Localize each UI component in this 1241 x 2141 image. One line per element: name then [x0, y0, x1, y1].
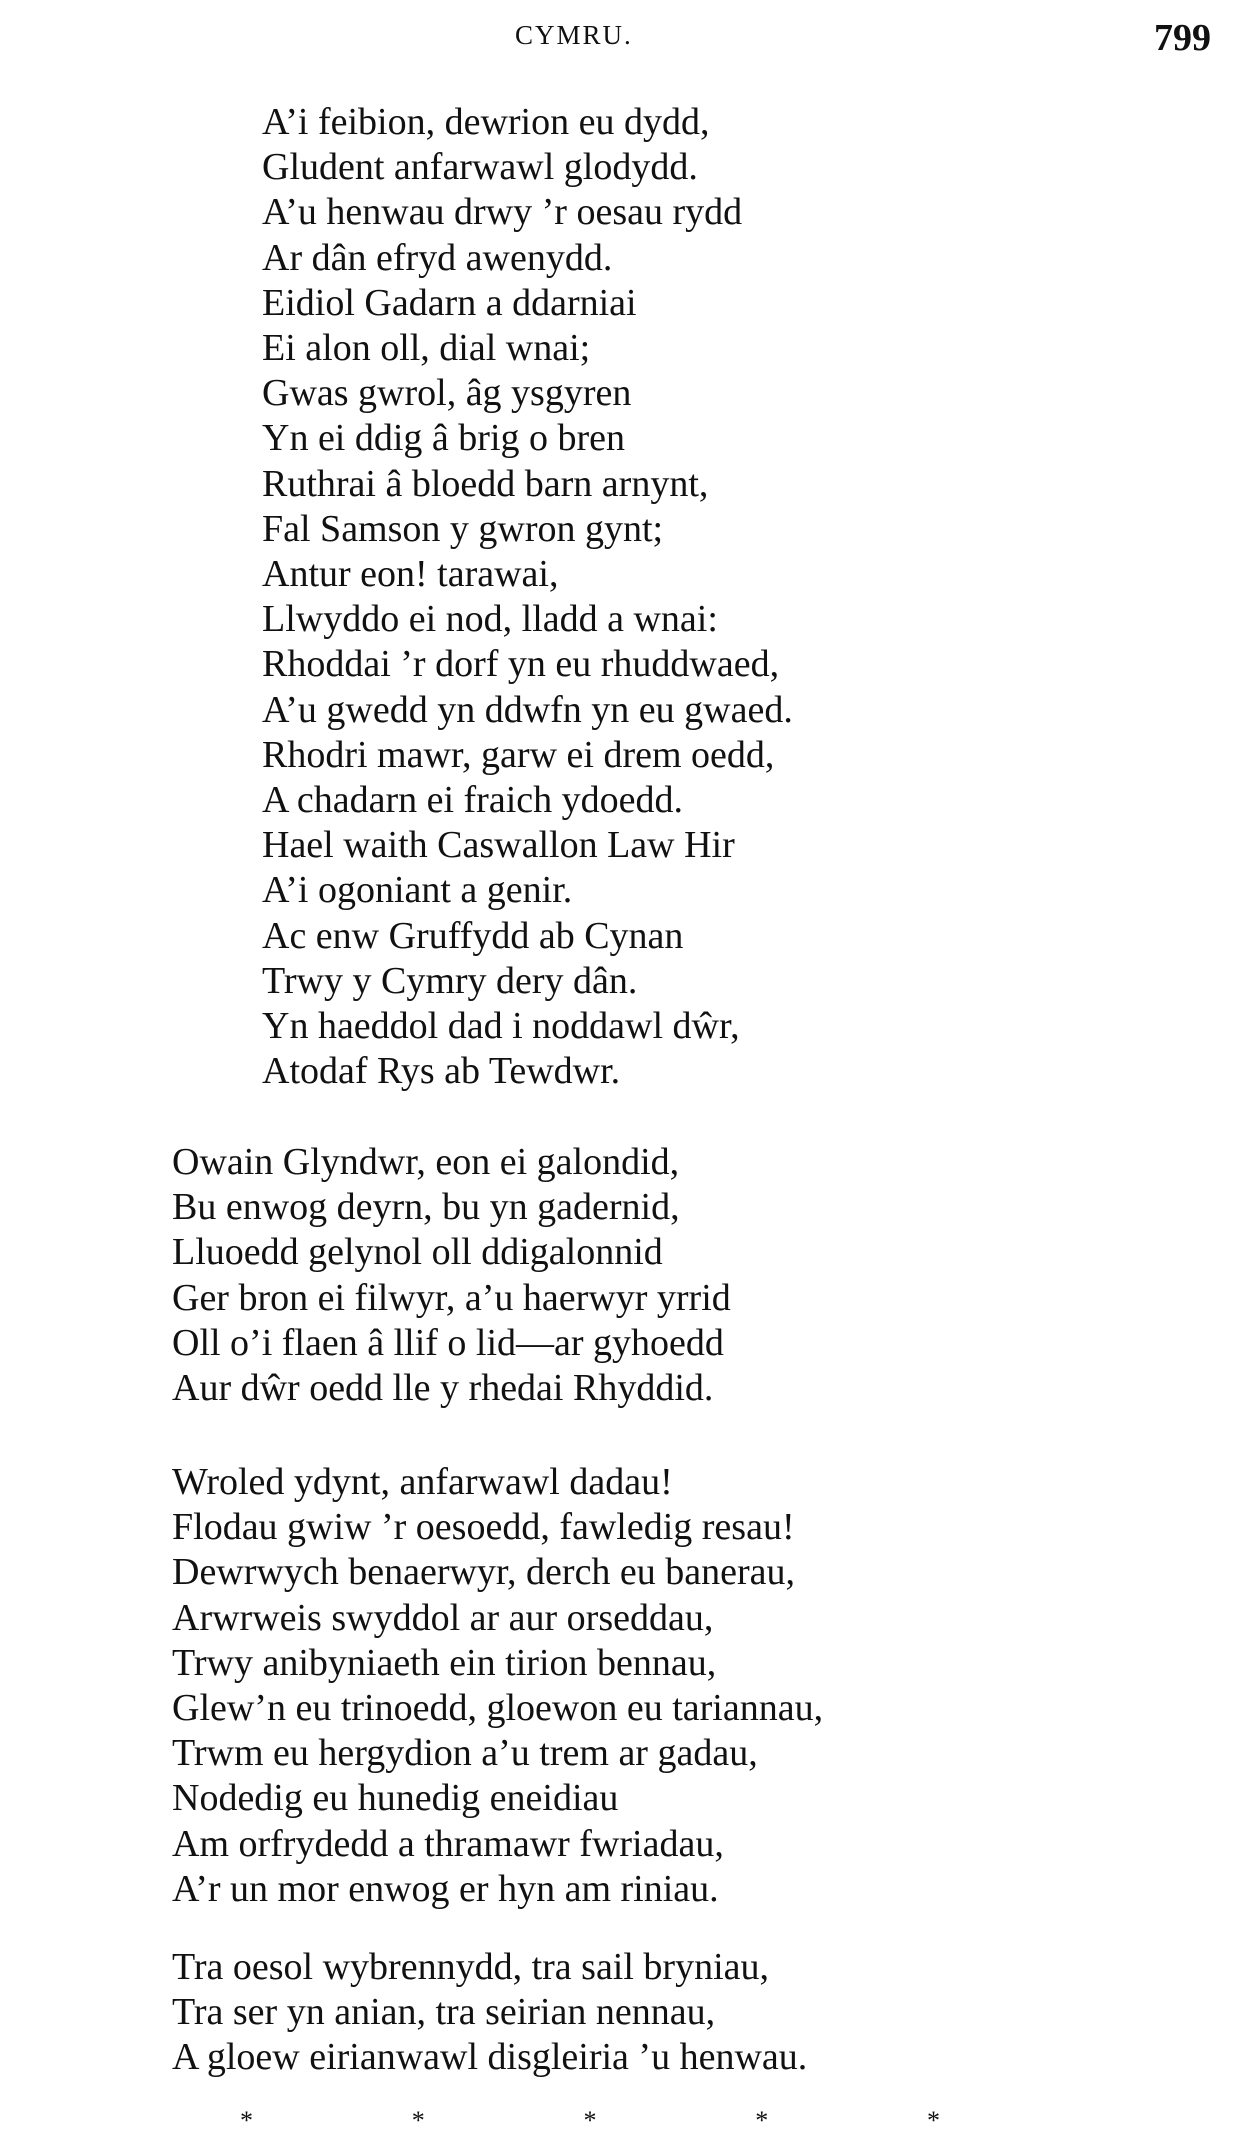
stanza-3: [172, 1460, 823, 1912]
verse-line: Aur dŵr oedd lle y rhedai Rhyddid.: [172, 1367, 714, 1410]
verse-line: Ger bron ei filwyr, a’u haerwyr yrrid: [172, 1276, 731, 1319]
verse-line: Am orfrydedd a thramawr fwriadau,: [172, 1822, 724, 1865]
verse-line: Gwas gwrol, âg ysgyren: [262, 372, 632, 415]
verse-line: A’u gwedd yn ddwfn yn eu gwaed.: [262, 688, 793, 731]
verse-line: Owain Glyndwr, eon ei galondid,: [172, 1141, 680, 1183]
verse-line: Lluoedd gelynol oll ddigalonnid: [172, 1231, 663, 1274]
verse-line: Oll o’i flaen â llif o lid—ar gyhoedd: [172, 1321, 724, 1364]
running-title: CYMRU.: [515, 20, 633, 50]
verse-line: Dewrwych benaerwyr, derch eu banerau,: [172, 1551, 796, 1594]
verse-line: A’u henwau drwy ’r oesau rydd: [262, 191, 743, 234]
verse-line: Ac enw Gruffydd ab Cynan: [262, 914, 684, 957]
verse-line: Yn ei ddig â brig o bren: [262, 417, 626, 460]
verse-line: Glew’n eu trinoedd, gloewon eu tariannau,: [172, 1687, 824, 1730]
verse-line: Rhodri mawr, garw ei drem oedd,: [262, 733, 775, 776]
verse-line: Antur eon! tarawai,: [262, 553, 559, 596]
stanza-1: [262, 100, 793, 1094]
verse-line: Tra ser yn anian, tra seirian nennau,: [172, 1991, 716, 2034]
verse-line: Ruthrai â bloedd barn arnynt,: [262, 462, 709, 505]
page-number: 799: [1154, 17, 1211, 59]
asterisk-ornament: *: [583, 2106, 597, 2135]
verse-line: Flodau gwiw ’r oesoedd, fawledig resau!: [172, 1506, 795, 1549]
stanza-2: [172, 1140, 731, 1411]
verse-line: Atodaf Rys ab Tewdwr.: [262, 1050, 621, 1093]
verse-line: Ei alon oll, dial wnai;: [262, 327, 591, 370]
verse-line: A’r un mor enwog er hyn am riniau.: [172, 1867, 719, 1910]
verse-line: Fal Samson y gwron gynt;: [262, 507, 664, 550]
verse-line: Nodedig eu hunedig eneidiau: [172, 1777, 619, 1820]
verse-line: Rhoddai ’r dorf yn eu rhuddwaed,: [262, 643, 780, 686]
asterisk-ornament: *: [240, 2106, 253, 2135]
verse-line: A’i feibion, dewrion eu dydd,: [262, 101, 710, 143]
verse-line: Ar dân efryd awenydd.: [262, 236, 613, 279]
verse-line: Eidiol Gadarn a ddarniai: [262, 281, 637, 324]
verse-line: Gludent anfarwawl glodydd.: [262, 146, 698, 189]
verse-line: Trwy y Cymry dery dân.: [262, 959, 638, 1002]
asterisk-ornament: *: [927, 2106, 940, 2135]
asterisk-ornament: *: [755, 2106, 769, 2135]
verse-line: A gloew eirianwawl disgleiria ’u henwau.: [172, 2036, 808, 2079]
verse-line: Yn haeddol dad i noddawl dŵr,: [262, 1005, 740, 1048]
verse-line: Trwy anibyniaeth ein tirion bennau,: [172, 1641, 717, 1684]
verse-line: Hael waith Caswallon Law Hir: [262, 824, 735, 867]
section-ornaments: [240, 2108, 940, 2134]
verse-line: A’i ogoniant a genir.: [262, 869, 573, 912]
verse-line: Wroled ydynt, anfarwawl dadau!: [172, 1461, 673, 1503]
verse-line: Llwyddo ei nod, lladd a wnai:: [262, 598, 718, 641]
verse-line: Bu enwog deyrn, bu yn gadernid,: [172, 1186, 680, 1229]
verse-line: Arwrweis swyddol ar aur orseddau,: [172, 1596, 714, 1639]
asterisk-ornament: *: [411, 2106, 425, 2135]
verse-line: Trwm eu hergydion a’u trem ar gadau,: [172, 1732, 758, 1775]
verse-line: A chadarn ei fraich ydoedd.: [262, 779, 683, 822]
verse-line: Tra oesol wybrennydd, tra sail bryniau,: [172, 1946, 769, 1988]
stanza-4: [172, 1945, 807, 2081]
